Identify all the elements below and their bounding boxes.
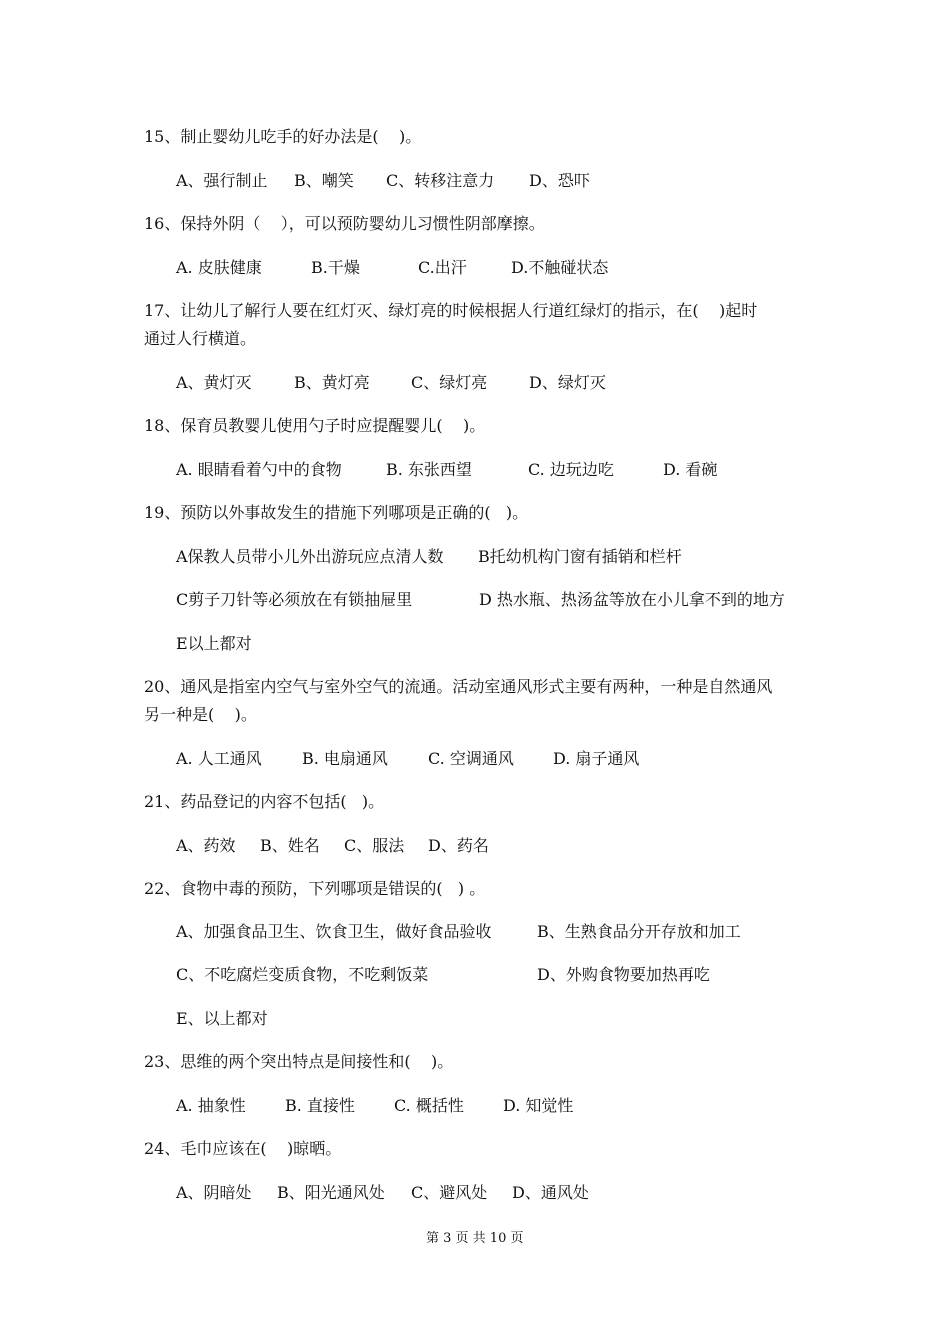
question-15-stem: 15、制止婴幼儿吃手的好办法是( )。: [144, 127, 422, 146]
question-20-stem-line-2: 另一种是( )。: [144, 705, 257, 724]
question-24-option-d: D、通风处: [512, 1183, 589, 1202]
question-20-stem-line-1: 20、通风是指室内空气与室外空气的流通。活动室通风形式主要有两种，一种是自然通风: [144, 677, 773, 696]
question-24-option-a: A、阴暗处: [176, 1183, 252, 1202]
question-24-option-c: C、避风处: [411, 1183, 488, 1202]
question-20-option-a: A. 人工通风: [176, 749, 262, 768]
question-22-option-e: E、以上都对: [176, 1009, 268, 1028]
question-16-option-d: D.不触碰状态: [511, 258, 609, 277]
question-16-option-b: B.干燥: [311, 258, 360, 277]
question-20-option-b: B. 电扇通风: [302, 749, 388, 768]
question-17-option-c: C、绿灯亮: [411, 373, 488, 392]
question-21-option-b: B、姓名: [260, 836, 320, 855]
question-20-option-d: D. 扇子通风: [553, 749, 640, 768]
question-23-option-c: C. 概括性: [394, 1096, 464, 1115]
question-23-option-a: A. 抽象性: [176, 1096, 246, 1115]
question-17-stem-line-1: 17、让幼儿了解行人要在红灯灭、绿灯亮的时候根据人行道红绿灯的指示，在( )起时: [144, 301, 758, 320]
question-18-option-b: B. 东张西望: [386, 460, 472, 479]
question-15-option-d: D、恐吓: [529, 171, 590, 190]
question-17-option-a: A、黄灯灭: [176, 373, 252, 392]
question-17-option-d: D、绿灯灭: [529, 373, 606, 392]
question-19-option-a: A保教人员带小儿外出游玩应点清人数: [176, 547, 444, 566]
question-22-option-b: B、生熟食品分开存放和加工: [537, 922, 741, 941]
question-18-option-d: D. 看碗: [663, 460, 718, 479]
question-22-option-c: C、不吃腐烂变质食物，不吃剩饭菜: [176, 965, 429, 984]
question-22-option-d: D、外购食物要加热再吃: [537, 965, 710, 984]
question-19-option-b: B托幼机构门窗有插销和栏杆: [478, 547, 682, 566]
question-20-option-c: C. 空调通风: [428, 749, 514, 768]
question-19-stem: 19、预防以外事故发生的措施下列哪项是正确的( )。: [144, 503, 529, 522]
question-21-option-d: D、药名: [428, 836, 489, 855]
question-24-stem: 24、毛巾应该在( )晾晒。: [144, 1139, 342, 1158]
question-15-option-b: B、嘲笑: [294, 171, 354, 190]
question-19-option-d: D 热水瓶、热汤盆等放在小儿拿不到的地方: [479, 590, 785, 609]
question-18-option-c: C. 边玩边吃: [528, 460, 614, 479]
question-19-option-c: C剪子刀针等必须放在有锁抽屉里: [176, 590, 413, 609]
question-16-option-c: C.出汗: [418, 258, 467, 277]
question-17-stem-line-2: 通过人行横道。: [144, 329, 257, 348]
question-18-option-a: A. 眼睛看着勺中的食物: [176, 460, 342, 479]
question-15-option-a: A、强行制止: [176, 171, 268, 190]
question-15-option-c: C、转移注意力: [386, 171, 495, 190]
question-18-stem: 18、保育员教婴儿使用勺子时应提醒婴儿( )。: [144, 416, 486, 435]
question-23-stem: 23、思维的两个突出特点是间接性和( )。: [144, 1052, 454, 1071]
question-21-stem: 21、药品登记的内容不包括( )。: [144, 792, 385, 811]
question-19-option-e: E以上都对: [176, 634, 252, 653]
question-16-option-a: A. 皮肤健康: [176, 258, 262, 277]
question-23-option-b: B. 直接性: [285, 1096, 355, 1115]
question-21-option-a: A、药效: [176, 836, 236, 855]
question-23-option-d: D. 知觉性: [503, 1096, 574, 1115]
question-22-stem: 22、食物中毒的预防，下列哪项是错误的( ) 。: [144, 879, 486, 898]
question-21-option-c: C、服法: [344, 836, 405, 855]
page-number-footer: 第 3 页 共 10 页: [426, 1231, 524, 1246]
question-24-option-b: B、阳光通风处: [277, 1183, 385, 1202]
question-22-option-a: A、加强食品卫生、饮食卫生，做好食品验收: [176, 922, 492, 941]
question-17-option-b: B、黄灯亮: [294, 373, 370, 392]
question-16-stem: 16、保持外阴（ ），可以预防婴幼儿习惯性阴部摩擦。: [144, 214, 545, 233]
